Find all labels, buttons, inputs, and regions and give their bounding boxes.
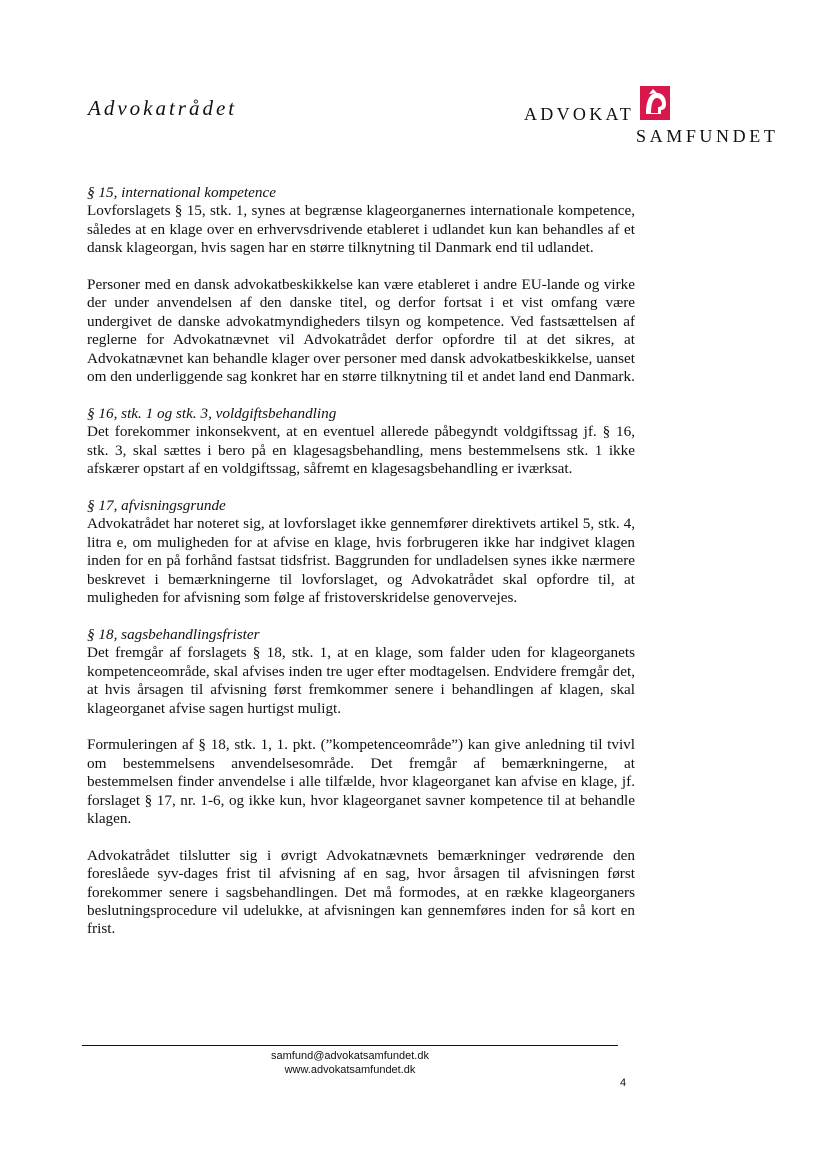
- helmet-logo-icon: [640, 86, 670, 120]
- section-heading: § 18, sagsbehandlingsfrister: [87, 626, 260, 644]
- section-paragraph: Lovforslagets § 15, stk. 1, synes at begrænse klageorganernes internationale kompetence, således at en klage over en erhvervsdrivende etableret i udlandet kun kan behandles af et dansk klageorgan, hvis sagen har en større tilknytning til Danmark end til udlandet.: [87, 202, 635, 257]
- section-paragraph: Det forekommer inkonsekvent, at en eventuel allerede påbegyndt voldgiftssag jf. § 16, stk. 3, skal sættes i bero på en klagesagsbehandling, mens bestemmelsens stk. 1 ikke afskærer opstart af en voldgiftssag, såfremt en klagesagsbehandling er iværksat.: [87, 423, 635, 478]
- advokatsamfundet-logo: [524, 86, 784, 146]
- footer-email: samfund@advokatsamfundet.dk: [271, 1050, 429, 1062]
- section-sagsbehandlingsfrister: [87, 626, 635, 939]
- footer-website: www.advokatsamfundet.dk: [284, 1064, 416, 1076]
- section-paragraph: Formuleringen af § 18, stk. 1, 1. pkt. (”kompetenceområde”) kan give anledning til tvivl om bestemmelsens anvendelsesområde. Det fremgår af bemærkningerne, at bestemmelsen finder anvendelse i alle tilfælde, hvor klageorganet kan afvise en klage, jf. forslaget § 17, nr. 1-6, og ikke kun, hvor klageorganet savner kompetence til at behandle klagen.: [87, 736, 635, 828]
- section-afvisningsgrunde: [87, 497, 635, 607]
- section-paragraph: Advokatrådet har noteret sig, at lovforslaget ikke gennemfører direktivets artikel 5, stk. 4, litra e, om muligheden for at afvise en klage, hvis forbrugeren ikke har indgivet klagen inden for en på forhånd fastsat tidsfrist. Baggrunden for undladelsen synes ikke nærmere beskrevet i bemærkningerne til lovforslaget, og Advokatrådet skal opfordre til, at muligheden for afvisning som følge af fristoverskridelse genovervejes.: [87, 515, 635, 607]
- footer: [82, 1049, 618, 1077]
- section-voldgiftsbehandling: [87, 405, 635, 479]
- section-paragraph: Personer med en dansk advokatbeskikkelse kan være etableret i andre EU-lande og virke der under anvendelsen af den danske titel, og derfor fortsat i et vist omfang være undergivet de danske advokatmyndigheders tilsyn og kompetence. Ved fastsættelsen af reglerne for Advokatnævnet vil Advokatrådet derfor opfordre til at det sikres, at Advokatnævnet kan behandle klager over personer med dansk advokatbeskikkelse, uanset om den underliggende sag konkret har en større tilknytning til et andet land end Danmark.: [87, 276, 635, 386]
- section-heading: § 16, stk. 1 og stk. 3, voldgiftsbehandling: [87, 404, 337, 422]
- letter-body: [87, 184, 635, 957]
- section-heading: § 15, international kompetence: [87, 184, 276, 201]
- logo-word-samfundet: SAMFUNDET: [636, 126, 779, 146]
- section-paragraph: Det fremgår af forslagets § 18, stk. 1, at en klage, som falder uden for klageorganets kompetenceområde, skal afvises inden tre uger efter modtagelsen. Endvidere fremgår det, at hvis årsagen til afvisning først fremkommer senere i behandlingen af klagen, skal klageorganet afvise sagen hurtigst muligt.: [87, 644, 635, 717]
- logo-word-advokat: ADVOKAT: [524, 104, 635, 124]
- footer-divider: [82, 1045, 618, 1046]
- page-number: 4: [620, 1077, 627, 1089]
- page-header-title: Advokatrådet: [88, 96, 238, 120]
- section-heading: § 17, afvisningsgrunde: [87, 497, 226, 515]
- section-paragraph: Advokatrådet tilslutter sig i øvrigt Advokatnævnets bemærkninger vedrørende den foreslåede syv-dages frist til afvisning af en sag, hvor årsagen til afvisningen først forekommer senere i sagsbehandlingen. Det må formodes, at en række klageorganers beslutningsprocedure vil udelukke, at afvisningen kan gennemføres inden for så kort en frist.: [87, 846, 635, 938]
- section-international-kompetence: [87, 184, 635, 386]
